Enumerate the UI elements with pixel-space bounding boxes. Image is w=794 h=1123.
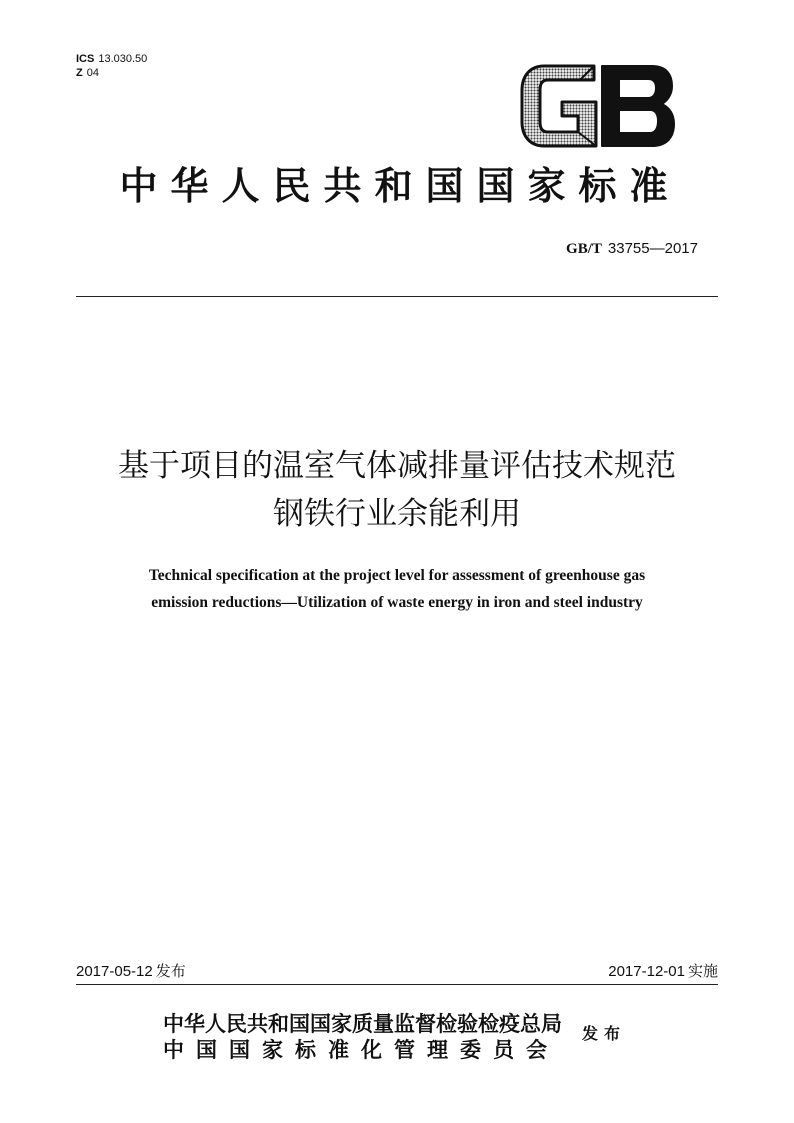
ics-label: ICS bbox=[76, 53, 95, 65]
classification-codes bbox=[76, 52, 147, 80]
issuer-sac: 中国国家标准化管理委员会 bbox=[163, 1038, 559, 1062]
header-divider bbox=[76, 296, 718, 297]
standard-year-number: 33755—2017 bbox=[607, 240, 698, 257]
issue-date-label: 发布 bbox=[155, 962, 186, 980]
ccs-value: 04 bbox=[86, 67, 99, 79]
gb-logo-g bbox=[522, 66, 596, 146]
footer-divider bbox=[76, 984, 718, 985]
title-en-line1: Technical specification at the project level for assessment of greenhouse gas bbox=[148, 567, 646, 584]
implement-date-label: 实施 bbox=[687, 962, 718, 980]
implement-date bbox=[608, 960, 718, 983]
ics-code bbox=[76, 52, 147, 66]
standard-number bbox=[566, 238, 698, 259]
issue-date-value: 2017-05-12 bbox=[76, 963, 153, 980]
implement-date-value: 2017-12-01 bbox=[608, 963, 685, 980]
standard-code: GB/T bbox=[566, 241, 602, 257]
ccs-label: Z bbox=[76, 67, 83, 79]
issuer-aqsiq: 中华人民共和国国家质量监督检验检疫总局 bbox=[163, 1012, 562, 1036]
issue-date bbox=[76, 960, 186, 983]
title-cn-line2: 钢铁行业余能利用 bbox=[273, 496, 521, 532]
title-en-line2: emission reductions—Utilization of waste energy in iron and steel industry bbox=[151, 594, 643, 611]
ccs-code bbox=[76, 66, 147, 80]
gb-logo bbox=[518, 62, 678, 150]
ics-value: 13.030.50 bbox=[98, 53, 148, 65]
gb-logo-b bbox=[602, 66, 674, 146]
publish-label: 发布 bbox=[582, 1024, 627, 1043]
title-cn-line1: 基于项目的温室气体减排量评估技术规范 bbox=[118, 448, 676, 484]
national-standard-title: 中华人民共和国国家标准 bbox=[119, 164, 681, 208]
